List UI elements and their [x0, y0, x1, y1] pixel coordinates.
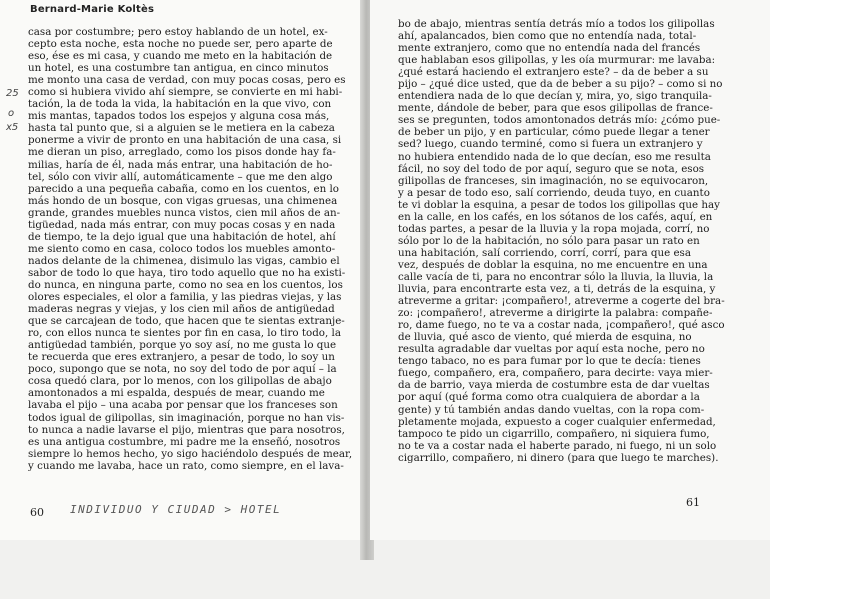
text-line: milias, haría de él, nada más entrar, una habitación de ho- — [28, 158, 333, 171]
handwritten-note: INDIVIDUO Y CIUDAD > HOTEL — [70, 503, 282, 516]
text-line: que hablaban esos gilipollas, y les oía murmurar: me lavaba: — [398, 54, 716, 67]
text-line: tigüedad, nada más entrar, con muy pocas cosas y en nada — [28, 218, 336, 231]
text-line: cosa quedó clara, por lo menos, con los gilipollas de abajo — [28, 375, 332, 388]
text-line: mente extranjero, como que no entendía nada del francés — [398, 42, 701, 55]
text-line: vez, después de doblar la esquina, no me encuentre en una — [398, 258, 708, 271]
text-line: cepto esta noche, esta noche no puede ser, pero aparte de — [28, 38, 333, 51]
text-line: me monto una casa de verdad, con muy pocas cosas, pero es — [28, 74, 346, 87]
text-line: sabor de todo lo que haya, tiro todo aquello que no ha existi- — [28, 266, 346, 279]
text-line: nados delante de la chimenea, disimulo las vigas, cambio el — [28, 254, 340, 267]
text-line: y cuando me lavaba, hace un rato, como siempre, en el lava- — [28, 459, 344, 472]
text-line: en la calle, en los cafés, en los sótanos de los cafés, aquí, en — [398, 210, 713, 223]
text-line: no te va a costar nada el haberte parado, ni fuego, ni un solo — [398, 439, 717, 452]
text-line: tampoco te pido un cigarrillo, compañero, ni siquiera fumo, — [398, 427, 710, 440]
text-line: sólo por lo de la habitación, no sólo para pasar un rato en — [398, 234, 700, 247]
text-line: antigüedad también, porque yo soy así, no me gusta lo que — [28, 339, 337, 352]
text-line: ahí, apalancados, bien como que no entendía nada, total- — [398, 30, 697, 43]
text-line: atreverme a gritar: ¡compañero!, atreverme a cogerte del bra- — [398, 295, 725, 308]
text-line: fácil, no soy del todo de por aquí, seguro que se nota, esos — [398, 162, 705, 175]
text-line: todas partes, a pesar de la lluvia y la ropa mojada, corrí, no — [398, 222, 710, 235]
text-line: te recuerda que eres extranjero, a pesar de todo, lo soy un — [28, 351, 335, 364]
text-line: te vi doblar la esquina, a pesar de todos los gilipollas que hay — [398, 198, 720, 211]
text-line: me dieran un piso, arreglado, como los pisos donde hay fa- — [28, 146, 336, 159]
text-line: grande, grandes muebles nunca vistos, cien mil años de an- — [28, 206, 341, 219]
page-number-right: 61 — [686, 496, 700, 509]
left-page-body-text — [28, 26, 352, 472]
text-line: de beber un pijo, y en particular, cómo puede llegar a tener — [398, 126, 710, 139]
text-line: sed? luego, cuando terminé, como si fuera un extranjero y — [398, 138, 703, 151]
text-line: hasta tal punto que, si a alguien se le metiera en la cabeza — [28, 122, 335, 135]
text-line: me siento como en casa, coloco todos los muebles amonto- — [28, 242, 336, 255]
text-line: tel, sólo con vivir allí, automáticamente – que me den algo — [28, 170, 333, 183]
text-line: parecido a una pequeña cabaña, como en los cuentos, en lo — [28, 182, 339, 195]
text-line: un hotel, es una costumbre tan antigua, en cinco minutos — [28, 62, 329, 75]
text-line: no hubiera entendido nada de lo que decían, eso me resulta — [398, 150, 711, 163]
margin-mark-1: 25 — [6, 88, 19, 99]
text-line: de tiempo, te la dejo igual que una habitación de hotel, ahí — [28, 230, 336, 243]
text-line: olores especiales, el olor a familia, y las piedras viejas, y las — [28, 291, 342, 304]
text-line: zo: ¡compañero!, atreverme a dirigirte la palabra: compañe- — [398, 307, 713, 320]
left-page — [0, 0, 362, 540]
text-line: siempre lo hemos hecho, yo sigo haciéndolo después de mear, — [28, 447, 353, 460]
text-line: lavaba el pijo – una acaba por pensar que los franceses son — [28, 399, 338, 412]
text-line: ses se pregunten, todos amontonados detrás mío: ¿cómo pue- — [398, 114, 721, 127]
text-line: ponerme a vivir de pronto en una habitación de una casa, si — [28, 134, 342, 147]
text-line: más hondo de un bosque, con vigas gruesas, una chimenea — [28, 194, 338, 207]
scan-margin — [770, 0, 848, 599]
text-line: y a pesar de todo eso, salí corriendo, deuda tuyo, en cuanto — [398, 186, 710, 199]
text-line: es una antigua costumbre, mi padre me la enseñó, nosotros — [28, 435, 341, 448]
text-line: entendiera nada de lo que decían y, mira, yo, sigo tranquila- — [398, 90, 712, 103]
text-line: ro, dame fuego, no te va a costar nada, ¡compañero!, qué asco — [398, 319, 725, 332]
text-line: maderas negras y viejas, y los cien mil años de antigüedad — [28, 303, 335, 316]
text-line: ¿qué estará haciendo el extranjero este? – da de beber a su — [398, 66, 709, 79]
text-line: calle vacía de ti, para no encontrar sólo la lluvia, la lluvia, la — [398, 270, 714, 283]
margin-mark-3: x5 — [6, 122, 19, 133]
text-line: cigarrillo, compañero, ni dinero (para que luego te marches). — [398, 451, 719, 464]
text-line: tengo tabaco, no es para fumar por lo que te decía: tienes — [398, 355, 701, 368]
text-line: da de barrio, vaya mierda de costumbre esta de dar vueltas — [398, 379, 710, 392]
text-line: pletamente mojada, expuesto a coger cualquier enfermedad, — [398, 415, 716, 428]
text-line: tación, la de toda la vida, la habitación en la que vivo, con — [28, 98, 332, 111]
margin-mark-2: o — [8, 108, 15, 119]
text-line: casa por costumbre; pero estoy hablando de un hotel, ex- — [28, 26, 328, 38]
text-line: por aquí (qué forma como otra cualquiera de abordar a la — [398, 391, 700, 404]
text-line: poco, supongo que se nota, no soy del todo de por aquí – la — [28, 363, 337, 376]
text-line: como si hubiera vivido ahí siempre, se convierte en mi habi- — [28, 86, 343, 99]
text-line: lluvia, para encontrarte esta vez, a ti, detrás de la esquina, y — [398, 283, 716, 296]
text-line: todos igual de gilipollas, sin imaginación, porque no han vis- — [28, 411, 345, 424]
page-number-left: 60 — [30, 506, 44, 519]
text-line: resulta agradable dar vueltas por aquí esta noche, pero no — [398, 343, 705, 356]
text-line: una habitación, salí corriendo, corrí, corrí, para que esa — [398, 246, 691, 259]
text-line: de lluvia, qué asco de viento, qué mierda de esquina, no — [398, 331, 692, 344]
text-line: mente, dándole de beber, para que esos gilipollas de france- — [398, 102, 713, 115]
text-line: amontonados a mi espalda, después de mear, cuando me — [28, 387, 325, 400]
text-line: que se carcajean de todo, que hacen que te sientas extranje- — [28, 315, 345, 328]
right-page — [370, 0, 770, 540]
text-line: gente) y tú también andas dando vueltas, con la ropa com- — [398, 403, 705, 416]
text-line: gilipollas de franceses, sin imaginación, no se equivocaron, — [398, 174, 709, 187]
text-line: pijo – ¿qué dice usted, que da de beber a su pijo? – como si no — [398, 78, 723, 91]
right-page-body-text — [398, 18, 725, 464]
text-line: fuego, compañero, era, compañero, para decirte: vaya mier- — [398, 367, 713, 380]
text-line: eso, ése es mi casa, y cuando me meto en la habitación de — [28, 50, 333, 63]
text-line: bo de abajo, mientras sentía detrás mío a todos los gilipollas — [398, 18, 715, 30]
text-line: to nunca a nadie lavarse el pijo, mientras que para nosotros, — [28, 423, 345, 436]
text-line: ro, con ellos nunca te sientes por fin en casa, lo tiro todo, la — [28, 327, 341, 340]
text-line: mis mantas, tapados todos los espejos y alguna cosa más, — [28, 110, 330, 123]
running-head: Bernard-Marie Koltès — [30, 4, 155, 15]
text-line: do nunca, en ninguna parte, como no sea en los cuentos, los — [28, 278, 343, 291]
